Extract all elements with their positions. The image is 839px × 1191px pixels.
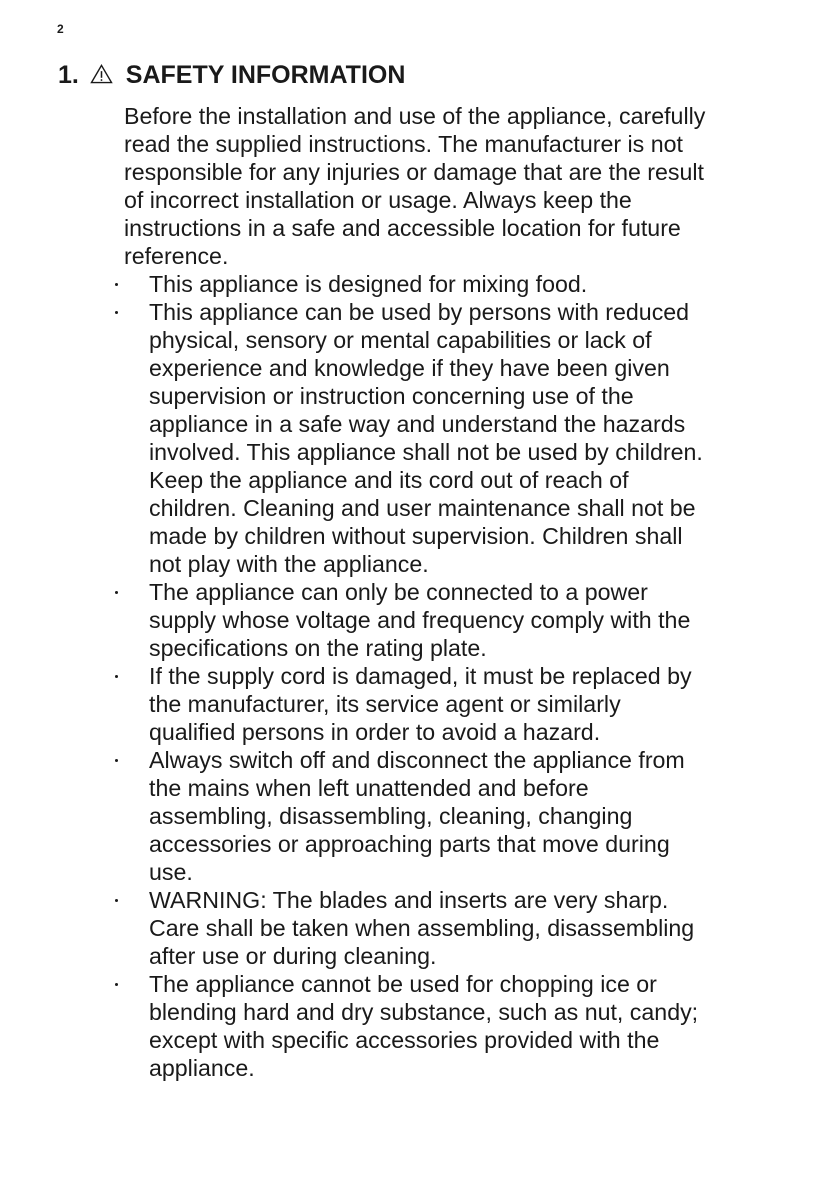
intro-line: responsible for any injuries or damage that are the result [124,159,705,185]
bullet-line: except with specific accessories provided with the [149,1027,660,1053]
section-title: SAFETY INFORMATION [125,61,406,89]
safety-bullet [124,578,792,662]
safety-bullet [124,270,792,298]
bullet-line: children. Cleaning and user maintenance shall not be [149,495,696,521]
bullet-line: physical, sensory or mental capabilities or lack of [149,327,652,353]
safety-bullet [124,298,792,578]
intro-line: instructions in a safe and accessible location for future [124,215,681,241]
bullet-line: after use or during cleaning. [149,943,437,969]
bullet-line: use. [149,859,193,885]
bullet-line: supply whose voltage and frequency comply with the [149,607,691,633]
safety-bullet [124,970,792,1082]
bullet-line: accessories or approaching parts that move during [149,831,670,857]
bullet-dot-icon [115,591,118,594]
section-heading [58,60,405,90]
bullet-line: appliance. [149,1055,255,1081]
section-body [124,102,792,1082]
page-number: 2 [57,22,64,36]
warning-triangle-icon [90,64,113,84]
intro-line: Before the installation and use of the appliance, carefully [124,103,706,129]
bullet-dot-icon [115,759,118,762]
bullet-line: The appliance cannot be used for chopping ice or [149,971,657,997]
bullet-line: This appliance is designed for mixing food. [149,271,588,297]
bullet-line: Care shall be taken when assembling, disassembling [149,915,695,941]
bullet-dot-icon [115,983,118,986]
bullet-line: Always switch off and disconnect the appliance from [149,747,685,773]
bullet-line: not play with the appliance. [149,551,429,577]
section-number: 1. [58,61,79,89]
safety-bullet [124,662,792,746]
bullet-line: Keep the appliance and its cord out of reach of [149,467,629,493]
bullet-line: specifications on the rating plate. [149,635,487,661]
bullet-line: made by children without supervision. Children shall [149,523,683,549]
intro-line: of incorrect installation or usage. Always keep the [124,187,632,213]
bullet-line: WARNING: The blades and inserts are very sharp. [149,887,669,913]
bullet-line: the manufacturer, its service agent or similarly [149,691,621,717]
bullet-line: assembling, disassembling, cleaning, changing [149,803,633,829]
bullet-line: involved. This appliance shall not be used by children. [149,439,703,465]
intro-line: read the supplied instructions. The manufacturer is not [124,131,683,157]
bullet-line: If the supply cord is damaged, it must be replaced by [149,663,692,689]
bullet-dot-icon [115,283,118,286]
bullet-line: the mains when left unattended and before [149,775,589,801]
intro-line: reference. [124,243,229,269]
safety-bullet-list [124,270,792,1082]
bullet-dot-icon [115,899,118,902]
bullet-line: experience and knowledge if they have been given [149,355,670,381]
bullet-dot-icon [115,675,118,678]
intro-paragraph [124,102,792,270]
safety-bullet [124,886,792,970]
bullet-line: blending hard and dry substance, such as nut, candy; [149,999,699,1025]
safety-bullet [124,746,792,886]
bullet-line: supervision or instruction concerning use of the [149,383,634,409]
bullet-line: qualified persons in order to avoid a hazard. [149,719,601,745]
bullet-line: appliance in a safe way and understand the hazards [149,411,686,437]
bullet-dot-icon [115,311,118,314]
bullet-line: This appliance can be used by persons with reduced [149,299,690,325]
bullet-line: The appliance can only be connected to a power [149,579,648,605]
